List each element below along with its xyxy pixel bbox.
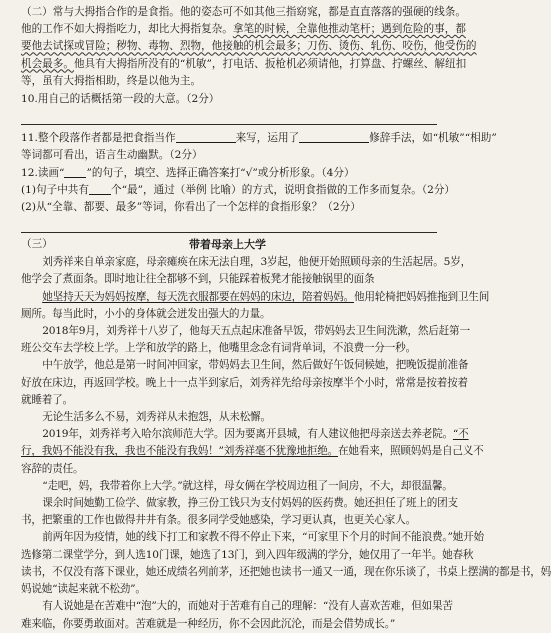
section-label: （三） (21, 238, 53, 251)
passage-text: 在她看来，照顾妈妈是自己义不 (338, 445, 484, 458)
answer-line[interactable] (21, 108, 437, 125)
passage-line: 容辞的责任。 (21, 462, 84, 475)
passage-line: 等，虽有大拇指相助，终是以他为主。 (21, 74, 202, 87)
passage-text: 他具有大拇指所没有的“机敏”，打电话、扳枪机必须请他，打算盘、拧螺丝、解纽扣 (73, 57, 467, 70)
passage-line: 刘秀祥来自单亲家庭，母亲瘫痪在床无法自理，3岁起，他便开始照顾母亲的生活起居。5岁， (42, 256, 472, 269)
underlined-sentence: 她坚持天天为妈妈按摩，每天洗衣服都要在妈妈的床边，陪着妈妈。 (42, 290, 354, 303)
question-12 (21, 165, 437, 182)
passage-text: 2019年，刘秀祥考入哈尔滨师范大学。因为要离开县城，有人建议他把母亲送去养老院。 (42, 428, 453, 441)
passage-text: 他用轮椅把妈妈推拖到卫生间 (354, 290, 490, 303)
wavy-underlined-sentence: 要他去试探或冒险；秽物、毒物、烈物，他接触的机会最多；刀伤、烫伤、轧伤、咬伤，他受伤的 (21, 40, 477, 53)
passage-line (21, 443, 484, 460)
question-12-2: (2)从“全靠、都要、最多”等词，你看出了一个怎样的食指形象？（2分） (21, 201, 361, 214)
question-block (21, 91, 497, 233)
passage-line: 厕所。每当此时，小小的身体就会迸发出强大的力量。 (21, 307, 271, 320)
passage-line: 就睡着了。 (21, 393, 73, 406)
passage-line: 读书，不仅没有落下课业，她还成绩名列前茅，还把她也读书一通又一通，现在你乐谈了，书桌上摆满的都是书，妈 (21, 565, 551, 578)
passage-line (21, 21, 466, 38)
passage-line: 难来临，你要勇敢面对。苦难就是一种经历，你不会因此沉沦，而是会借势成长。” (21, 617, 396, 630)
wavy-underlined-sentence: 拿笔的时候，全靠他推动笔杆；遇到危险的事，都 (232, 23, 466, 36)
answer-line[interactable] (21, 216, 437, 233)
question-text: (1)句子中共有 (21, 183, 89, 196)
passage-line: 2018年9月，刘秀祥十八岁了，他每天五点起床准备早饭，带妈妈去卫生间洗漱，然后赶第一 (42, 325, 470, 338)
passage-line (21, 56, 467, 73)
passage-line (21, 426, 469, 443)
underlined-sentence: “不 (452, 428, 469, 441)
passage-line: 书，把繁重的工作也做得井井有条。很多同学受她感染，学习更认真，也更关心家人。 (21, 514, 416, 527)
passage-line: 有人说她是在苦难中“泡”大的，而她对于苦难有自己的理解：“没有人喜欢苦难，但如果苦 (42, 600, 453, 613)
passage-line: 前两年因为疫情，她的线下打工和家教不得不停止下来，“可家里下个月的时间不能浪费。”她开始 (42, 531, 484, 544)
question-text: 修辞手法，如“机敏”“相助” (369, 132, 497, 145)
passage-line (21, 289, 490, 306)
passage-line: 好放在床边，再返回学校。晚上十一点半到家后，刘秀祥先给母亲按摩半个小时，常常是按着按着 (21, 376, 468, 389)
passage-line: 他学会了煮面条。即时地让往全都够不到，只能踩着板凳才能接触锅里的面条 (21, 273, 375, 286)
question-12-1 (21, 182, 456, 199)
question-text: ”的句子，填空、选择正确答案打“√”或分析形象。（4分） (86, 166, 355, 179)
answer-blank[interactable] (299, 131, 369, 143)
question-10: 10.用自己的话概括第一段的大意。（2分） (21, 93, 220, 106)
answer-blank[interactable] (89, 183, 111, 195)
wavy-underlined-sentence: 机会最多。 (21, 57, 74, 70)
reading-passage-three (21, 254, 551, 632)
answer-blank (64, 166, 86, 178)
passage-line: 班公交车去学校上学。上学和放学的路上，他嘴里念念有词背单词，不浪费一分一秒。 (21, 342, 416, 355)
passage-line: 选修第二课堂学分，到人选10门课，她选了13门，到入四年级满的学分，她仅用了一年半。她春秋 (21, 548, 474, 561)
answer-blank[interactable] (176, 131, 236, 143)
question-text: 12.读画“ (21, 166, 65, 179)
passage-line: 无论生活多么不易，刘秀祥从未抱怨，从未松懈。 (42, 411, 271, 424)
question-text: 11.整个段落作者都是把食指当作 (21, 132, 176, 145)
passage-title: 带着母亲上大学 (189, 238, 266, 252)
passage-line: 妈说她“读起来就不松劲”。 (21, 583, 146, 596)
passage-line: 课余时间她勤工俭学、做家教，挣三份工钱只为支付妈妈的医药费。她还担任了班上的团支 (42, 497, 458, 510)
question-11 (21, 130, 497, 147)
reading-passage-two (21, 4, 477, 90)
question-text: 来写，运用了 (235, 132, 300, 145)
passage-line: “走吧，妈，我带着你上大学。”就这样，母女俩在学校周边租了一间房，不大，却很温馨。 (42, 479, 453, 492)
passage-line: 中午放学，他总是第一时间冲回家，带妈妈去卫生间，然后做好午饭伺候她，把晚饭提前准备 (42, 359, 469, 372)
question-text: 个“最”，通过（举例 比喻）的方式，说明食指做的工作多而复杂。（2分） (110, 183, 456, 196)
section-three-header (21, 236, 437, 254)
underlined-sentence: 行，我妈不能没有我，我也不能没有我妈！”刘秀祥毫不犹豫地拒绝。 (21, 445, 339, 458)
passage-line: （二）常与大拇指合作的是食指。他的姿态可不如其他三指窈窕，都是直直落落的强硬的线条。 (21, 6, 466, 18)
passage-text: 他的工作不如大拇指吃力，却比大拇指复杂。 (21, 23, 233, 36)
question-11-cont: 等词都可看出，语言生动幽默。（2分） (21, 149, 203, 162)
